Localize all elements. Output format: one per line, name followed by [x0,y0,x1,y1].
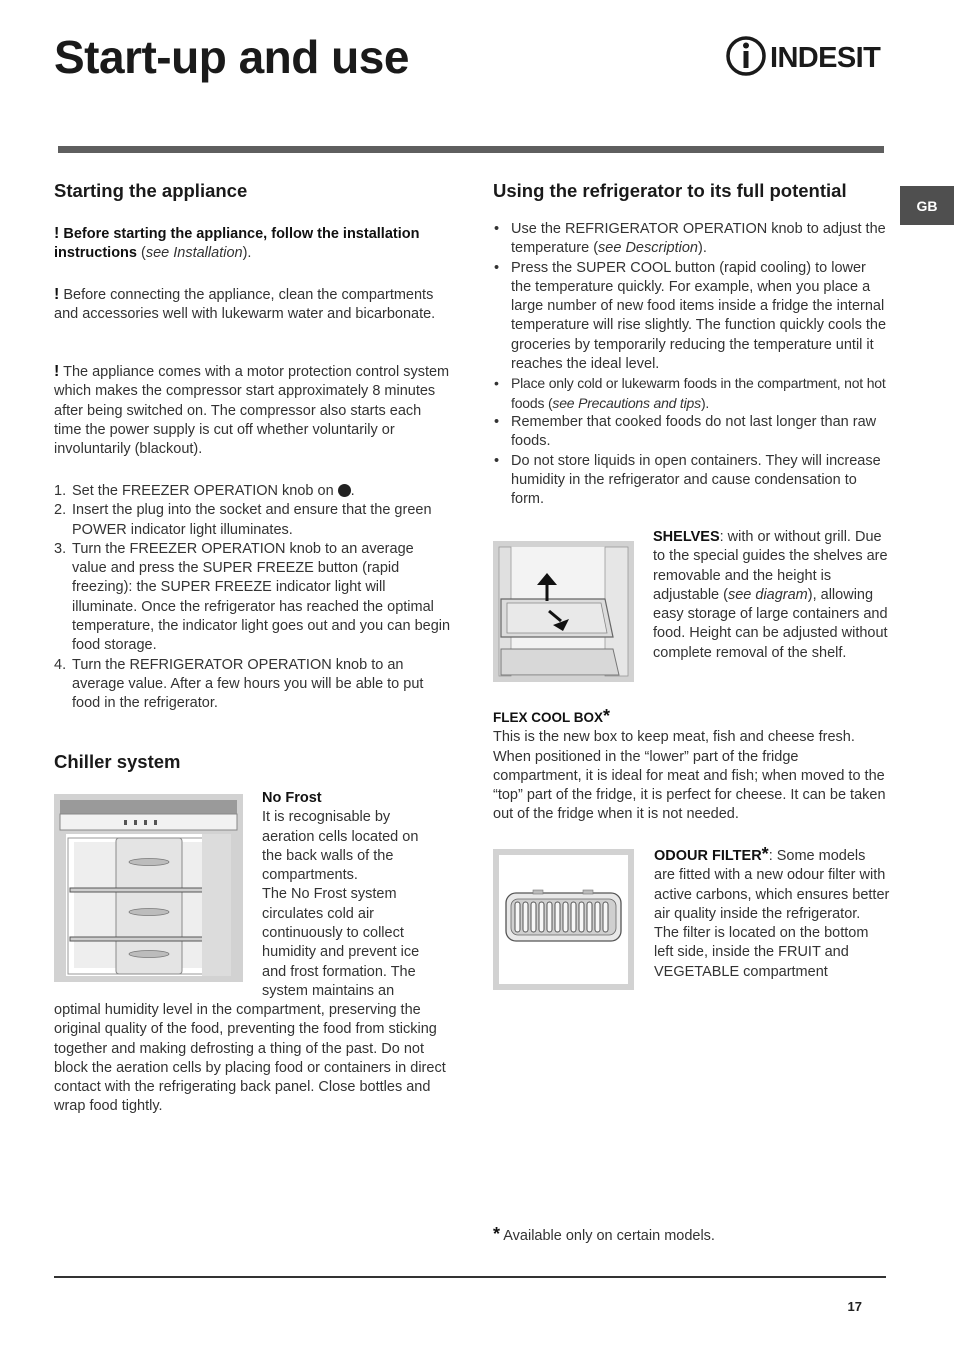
page-title: Start-up and use [54,31,409,83]
step-1 [54,482,452,501]
brand-name: INDESIT [770,42,881,74]
bullet-text: Do not store liquids in open containers. They will increase humidity in the refrigerator and cause condensation to form. [511,452,881,508]
step-text: Insert the plug into the socket and ensure that the green POWER indicator light illuminates. [72,502,432,538]
bullet-item [493,413,888,452]
no-frost-line: humidity and prevent ice [262,944,420,961]
shelves-label: SHELVES [653,529,720,545]
page-number: 17 [847,1299,862,1314]
no-frost-line: aeration cells located on [262,828,419,845]
bullet-text: Place only cold or lukewarm foods in the compartment, not hot foods ( [511,375,886,411]
using-heading: Using the refrigerator to its full potential [493,180,847,201]
indesit-logo [726,34,888,78]
bullet-item [493,452,888,510]
chiller-heading: Chiller system [54,751,181,772]
using-bullets [493,220,888,509]
no-frost-line: the back walls of the [262,847,394,864]
no-frost-line: and frost formation. The [262,963,416,980]
odour-filter-image [493,849,634,990]
step-text: Set the FREEZER OPERATION knob on [72,483,338,499]
shelves-text [653,528,889,663]
odour-filter-text-1: : Some models are fitted with a new odour filter with active carbons, which ensures better air quality inside the refrigerator. [654,848,890,922]
step-2 [54,501,452,540]
language-tab: GB [900,186,954,225]
diagram-link: see diagram [727,586,808,603]
footnote [493,1224,715,1245]
footer-rule [54,1276,886,1278]
start-steps [54,482,452,714]
motor-note-text: The appliance comes with a motor protection control system which makes the compressor start approximately 8 minutes after being switched on. The compressor also starts each time the power supply is cut off whether voluntarily or involuntarily (blackout). [54,364,450,458]
step-number: 2. [54,502,67,519]
odour-filter-text-2: The filter is located on the bottom left side, inside the FRUIT and VEGETABLE compartment [654,925,869,980]
step-number: 4. [54,656,67,673]
step-text: Turn the REFRIGERATOR OPERATION knob to an average value. After a few hours you will be able to put food in the refrigerator. [72,656,424,712]
bullet-text: Remember that cooked foods do not last longer than raw foods. [511,413,877,450]
no-frost-line: continuously to collect [262,925,404,942]
bullet-item [493,259,888,375]
fridge-interior-image [54,794,243,982]
installation-link: see Installation [145,245,243,262]
knob-position-icon [338,484,351,497]
warning-mark: ! [54,286,60,303]
shelf-adjust-illustration [493,541,634,682]
asterisk: * [761,844,769,864]
flex-cool-section [493,707,888,825]
flex-cool-label: FLEX COOL BOX [493,710,604,725]
precautions-link: see Precautions and tips [552,394,701,411]
step-number: 3. [54,540,67,557]
no-frost-heading: No Frost [262,790,322,806]
no-frost-line: system maintains an [262,982,395,999]
installation-note [54,224,454,264]
bullet-text: Use the REFRIGERATOR OPERATION knob to adjust the temperature ( [511,221,886,257]
bullet-end: ). [700,394,710,411]
footnote-text: Available only on certain models. [500,1228,715,1244]
flex-cool-text: This is the new box to keep meat, fish and cheese fresh. When positioned in the “lower” part of the fridge compartment, it is ideal for meat and fish; when moved to the “top” part of the fridge, it is perfect for cheese. It can be taken out of the fridge when it is not needed. [493,729,886,823]
no-frost-line: The No Frost system [262,886,397,903]
bullet-item [493,374,888,413]
shelves-text-1: : with or without grill. Due to the special guides the shelves are removable and the height is adjustable ( [653,529,888,603]
bullet-text: Press the SUPER COOL button (rapid cooling) to lower the temperature quickly. For example, when you place a large number of new food items inside a fridge the internal temperature will rise slightly. The function quickly cools the groceries by temporarily reducing the temperature until it reaches the ideal level. [511,259,887,373]
installation-note-bold: Before starting the appliance, follow the installation instructions [54,226,420,262]
no-frost-line: compartments. [262,867,358,884]
no-frost-line: It is recognisable by [262,809,391,826]
no-frost-text [262,789,452,1001]
header-rule [58,146,884,153]
warning-mark: ! [54,363,60,380]
asterisk: * [493,1224,501,1244]
motor-note [54,362,452,459]
odour-filter-illustration [493,849,634,990]
step-end: . [350,483,355,499]
no-frost-line: circulates cold air [262,905,375,922]
no-frost-continuation: optimal humidity level in the compartment, preserving the original quality of the food, preventing the food from sticking together and making defrosting a thing of the past. Do not block the aeration cells by placing food or containers in direct contact with the refrigerating back panel. Close bottles and wrap food tightly. [54,1002,446,1115]
step-number: 1. [54,483,67,499]
starting-heading: Starting the appliance [54,180,248,201]
shelves-text-2: ), allowing easy storage of large containers and food. Height can be adjusted without complete removal of the shelf. [653,586,888,661]
indesit-logo-icon [726,34,888,78]
odour-filter-label: ODOUR FILTER [654,848,762,864]
warning-mark: ! [54,225,60,242]
cleaning-note-text: Before connecting the appliance, clean the compartments and accessories well with lukewarm water and bicarbonate. [54,287,436,323]
description-link: see Description [598,240,698,257]
bullet-item [493,220,888,259]
step-4 [54,656,452,714]
paren-close: ). [242,245,252,262]
shelves-image [493,541,634,682]
bullet-end: ). [697,240,707,257]
step-text: Turn the FREEZER OPERATION knob to an average value and press the SUPER FREEZE button (rapid freezing): the SUPER FREEZE indicator light will illuminate. Once the refrigerator has reached the optimal temperature, the indicator light goes out and you can begin food storage. [72,540,451,654]
cleaning-note [54,285,454,325]
no-frost-fridge-illustration [54,794,243,982]
asterisk: * [603,706,611,726]
step-3 [54,540,452,656]
odour-filter-text [654,845,890,982]
paren-open: ( [136,245,146,262]
